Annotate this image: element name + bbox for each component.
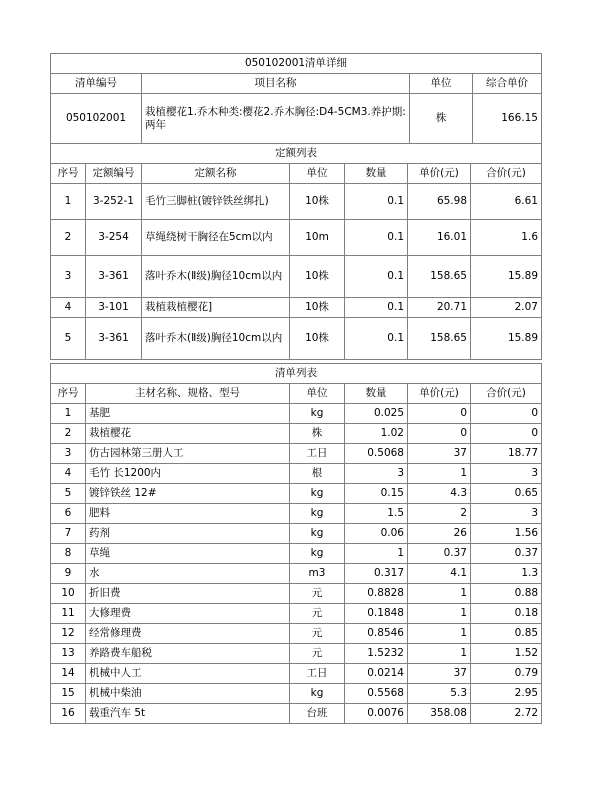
quota-rows [51, 184, 542, 360]
material-total-cell: 18.77 [471, 444, 542, 464]
quota-price-cell: 158.65 [408, 256, 471, 298]
material-qty-cell: 0.06 [345, 524, 408, 544]
material-seq-cell: 6 [51, 504, 86, 524]
material-name-cell: 仿古园林第三册人工 [86, 444, 290, 464]
material-price-cell: 0.37 [408, 544, 471, 564]
material-seq-cell: 7 [51, 524, 86, 544]
material-unit-cell: kg [290, 404, 345, 424]
quota-unit-header: 单位 [290, 164, 345, 184]
quota-unit-cell: 10株 [290, 184, 345, 220]
material-total-cell: 3 [471, 464, 542, 484]
quota-qty-cell: 0.1 [345, 184, 408, 220]
material-qty-header: 数量 [345, 384, 408, 404]
material-seq-cell: 1 [51, 404, 86, 424]
material-total-cell: 2.95 [471, 684, 542, 704]
material-row [51, 404, 542, 424]
quota-name-cell: 落叶乔木(Ⅱ级)胸径10cm以内 [142, 318, 290, 360]
quota-qty-cell: 0.1 [345, 298, 408, 318]
material-total-cell: 0.65 [471, 484, 542, 504]
material-row [51, 684, 542, 704]
quota-row [51, 298, 542, 318]
material-total-cell: 3 [471, 504, 542, 524]
material-section-title: 清单列表 [51, 364, 542, 384]
quota-total-header: 合价(元) [471, 164, 542, 184]
quota-code-cell: 3-361 [86, 256, 142, 298]
material-table [50, 363, 542, 724]
material-row [51, 504, 542, 524]
material-total-cell: 2.72 [471, 704, 542, 724]
material-rows [51, 404, 542, 724]
material-price-cell: 26 [408, 524, 471, 544]
bill-price-header: 综合单价 [473, 74, 542, 94]
quota-price-cell: 16.01 [408, 220, 471, 256]
quota-total-cell: 1.6 [471, 220, 542, 256]
material-seq-cell: 8 [51, 544, 86, 564]
material-price-cell: 4.1 [408, 564, 471, 584]
material-qty-cell: 1.5 [345, 504, 408, 524]
material-row [51, 664, 542, 684]
material-price-cell: 358.08 [408, 704, 471, 724]
material-unit-cell: 工日 [290, 444, 345, 464]
bill-name: 栽植樱花1.乔木种类:樱花2.乔木胸径:D4-5CM3.养护期:两年 [142, 94, 410, 144]
material-qty-cell: 1.5232 [345, 644, 408, 664]
quota-seq-cell: 5 [51, 318, 86, 360]
quota-name-header: 定额名称 [142, 164, 290, 184]
quota-total-cell: 2.07 [471, 298, 542, 318]
quota-section-title: 定额列表 [51, 144, 542, 164]
material-row [51, 564, 542, 584]
material-name-cell: 草绳 [86, 544, 290, 564]
material-row [51, 644, 542, 664]
material-row [51, 624, 542, 644]
quota-row [51, 220, 542, 256]
material-price-cell: 37 [408, 444, 471, 464]
material-unit-cell: kg [290, 544, 345, 564]
material-total-cell: 0 [471, 404, 542, 424]
material-unit-cell: 根 [290, 464, 345, 484]
material-row [51, 464, 542, 484]
bill-table [50, 53, 542, 144]
material-name-cell: 大修理费 [86, 604, 290, 624]
material-name-cell: 药剂 [86, 524, 290, 544]
bill-name-header: 项目名称 [142, 74, 410, 94]
material-name-cell: 肥料 [86, 504, 290, 524]
material-qty-cell: 3 [345, 464, 408, 484]
material-row [51, 604, 542, 624]
material-qty-cell: 0.15 [345, 484, 408, 504]
material-unit-cell: 株 [290, 424, 345, 444]
material-unit-cell: 元 [290, 644, 345, 664]
quota-qty-cell: 0.1 [345, 256, 408, 298]
quota-seq-cell: 2 [51, 220, 86, 256]
material-total-cell: 1.52 [471, 644, 542, 664]
quota-seq-cell: 4 [51, 298, 86, 318]
material-row [51, 704, 542, 724]
quota-name-cell: 栽植栽植樱花] [142, 298, 290, 318]
quota-name-cell: 毛竹三脚桩(镀锌铁丝绑扎) [142, 184, 290, 220]
material-unit-cell: kg [290, 504, 345, 524]
quota-code-header: 定额编号 [86, 164, 142, 184]
material-total-cell: 0.37 [471, 544, 542, 564]
material-price-cell: 0 [408, 424, 471, 444]
material-seq-cell: 2 [51, 424, 86, 444]
material-name-cell: 养路费车船税 [86, 644, 290, 664]
material-total-cell: 0 [471, 424, 542, 444]
material-unit-cell: 台班 [290, 704, 345, 724]
material-unit-cell: 元 [290, 624, 345, 644]
material-seq-cell: 4 [51, 464, 86, 484]
material-qty-cell: 0.317 [345, 564, 408, 584]
material-unit-cell: 元 [290, 584, 345, 604]
material-qty-cell: 1 [345, 544, 408, 564]
quota-name-cell: 落叶乔木(Ⅱ级)胸径10cm以内 [142, 256, 290, 298]
quota-unit-cell: 10株 [290, 318, 345, 360]
material-name-cell: 机械中柴油 [86, 684, 290, 704]
bill-price: 166.15 [473, 94, 542, 144]
material-total-cell: 1.3 [471, 564, 542, 584]
material-name-cell: 镀锌铁丝 12# [86, 484, 290, 504]
material-unit-header: 单位 [290, 384, 345, 404]
material-seq-cell: 14 [51, 664, 86, 684]
material-name-cell: 载重汽车 5t [86, 704, 290, 724]
material-qty-cell: 0.0076 [345, 704, 408, 724]
material-unit-cell: 工日 [290, 664, 345, 684]
quota-unit-cell: 10m [290, 220, 345, 256]
material-unit-cell: 元 [290, 604, 345, 624]
material-seq-cell: 12 [51, 624, 86, 644]
material-price-cell: 37 [408, 664, 471, 684]
material-qty-cell: 1.02 [345, 424, 408, 444]
page-title: 050102001清单详细 [51, 54, 542, 74]
material-total-cell: 0.79 [471, 664, 542, 684]
material-seq-cell: 5 [51, 484, 86, 504]
material-seq-header: 序号 [51, 384, 86, 404]
material-row [51, 484, 542, 504]
material-total-cell: 1.56 [471, 524, 542, 544]
quota-row [51, 318, 542, 360]
material-total-header: 合价(元) [471, 384, 542, 404]
material-qty-cell: 0.025 [345, 404, 408, 424]
quota-price-cell: 20.71 [408, 298, 471, 318]
material-name-cell: 栽植樱花 [86, 424, 290, 444]
material-price-header: 单价(元) [408, 384, 471, 404]
quota-qty-cell: 0.1 [345, 318, 408, 360]
material-name-cell: 折旧费 [86, 584, 290, 604]
material-seq-cell: 9 [51, 564, 86, 584]
quota-code-cell: 3-101 [86, 298, 142, 318]
material-seq-cell: 3 [51, 444, 86, 464]
material-price-cell: 1 [408, 464, 471, 484]
material-price-cell: 4.3 [408, 484, 471, 504]
quota-total-cell: 6.61 [471, 184, 542, 220]
material-price-cell: 1 [408, 584, 471, 604]
material-qty-cell: 0.8828 [345, 584, 408, 604]
material-price-cell: 1 [408, 644, 471, 664]
quota-total-cell: 15.89 [471, 318, 542, 360]
material-unit-cell: kg [290, 524, 345, 544]
quota-seq-cell: 1 [51, 184, 86, 220]
material-seq-cell: 10 [51, 584, 86, 604]
material-name-cell: 毛竹 长1200内 [86, 464, 290, 484]
quota-seq-cell: 3 [51, 256, 86, 298]
quota-table [50, 143, 542, 360]
bill-code-header: 清单编号 [51, 74, 142, 94]
quota-row [51, 184, 542, 220]
material-qty-cell: 0.5068 [345, 444, 408, 464]
material-qty-cell: 0.5568 [345, 684, 408, 704]
material-unit-cell: m3 [290, 564, 345, 584]
quota-total-cell: 15.89 [471, 256, 542, 298]
material-qty-cell: 0.8546 [345, 624, 408, 644]
material-row [51, 444, 542, 464]
quota-unit-cell: 10株 [290, 298, 345, 318]
quota-qty-header: 数量 [345, 164, 408, 184]
quota-code-cell: 3-361 [86, 318, 142, 360]
material-row [51, 424, 542, 444]
material-price-cell: 5.3 [408, 684, 471, 704]
material-price-cell: 1 [408, 624, 471, 644]
material-price-cell: 0 [408, 404, 471, 424]
material-total-cell: 0.88 [471, 584, 542, 604]
quota-code-cell: 3-254 [86, 220, 142, 256]
material-name-cell: 经常修理费 [86, 624, 290, 644]
quota-unit-cell: 10株 [290, 256, 345, 298]
material-unit-cell: kg [290, 684, 345, 704]
quota-price-header: 单价(元) [408, 164, 471, 184]
material-seq-cell: 11 [51, 604, 86, 624]
material-seq-cell: 13 [51, 644, 86, 664]
material-row [51, 524, 542, 544]
material-row [51, 584, 542, 604]
quota-name-cell: 草绳绕树干胸径在5cm以内 [142, 220, 290, 256]
quota-price-cell: 158.65 [408, 318, 471, 360]
quota-row [51, 256, 542, 298]
material-seq-cell: 15 [51, 684, 86, 704]
bill-code: 050102001 [51, 94, 142, 144]
quota-price-cell: 65.98 [408, 184, 471, 220]
material-name-cell: 机械中人工 [86, 664, 290, 684]
material-name-cell: 基肥 [86, 404, 290, 424]
material-price-cell: 2 [408, 504, 471, 524]
bill-unit: 株 [410, 94, 473, 144]
quota-qty-cell: 0.1 [345, 220, 408, 256]
material-name-header: 主材名称、规格、型号 [86, 384, 290, 404]
material-row [51, 544, 542, 564]
material-price-cell: 1 [408, 604, 471, 624]
material-total-cell: 0.18 [471, 604, 542, 624]
quota-code-cell: 3-252-1 [86, 184, 142, 220]
material-name-cell: 水 [86, 564, 290, 584]
bill-unit-header: 单位 [410, 74, 473, 94]
material-total-cell: 0.85 [471, 624, 542, 644]
quota-seq-header: 序号 [51, 164, 86, 184]
material-seq-cell: 16 [51, 704, 86, 724]
material-unit-cell: kg [290, 484, 345, 504]
material-qty-cell: 0.1848 [345, 604, 408, 624]
material-qty-cell: 0.0214 [345, 664, 408, 684]
